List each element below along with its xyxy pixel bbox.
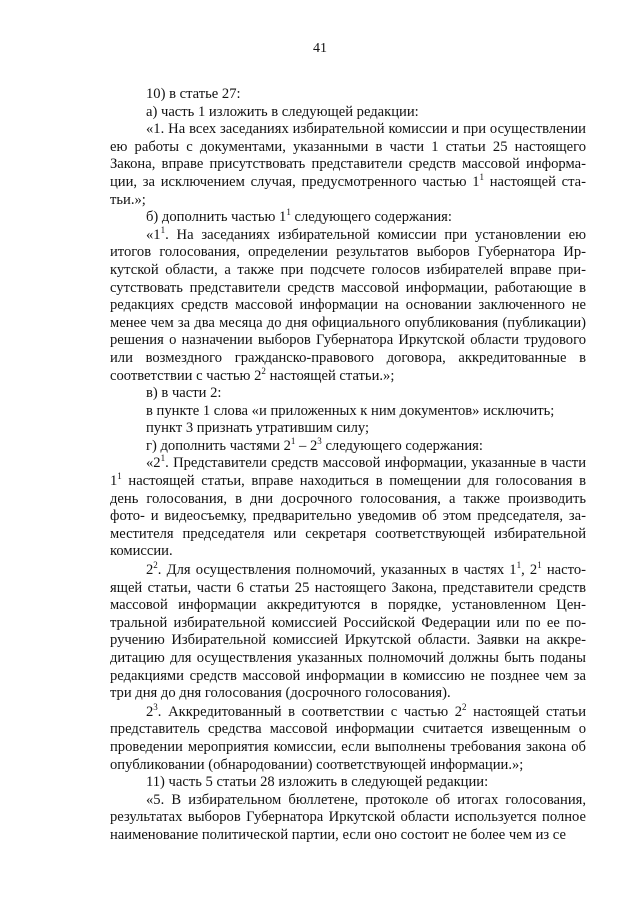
paragraph-text: настоящей статьи, вправе находиться в помещении для голосования в день голосования, в дни досрочного голосования, а также производить фото- и видеосъемку, предварительно уведомив об этом председателя, заместителя председателя или секретаря соответствующей избирательной комиссии. [110, 473, 586, 560]
page-number: 41 [313, 41, 327, 56]
paragraph-text: настоящей статьи представитель средства массовой информации считается извещенным о проведении мероприятия комиссии, если выполнены требования закона об опубликовании (обнародовании) соответствующей информации.»; [110, 703, 586, 773]
superscript-index: 2 [261, 365, 266, 376]
paragraph-text: . Аккредитованный в соответствии с частью 2 [157, 703, 463, 720]
paragraph-text: «5. В избирательном бюллетене, протоколе об итогах голосования, результатах выборов Губернатора Иркутской области используется полное наименование политической партии, если оно состоит не более чем из се [110, 791, 586, 843]
paragraph [110, 435, 586, 456]
superscript-index: 1 [160, 453, 166, 464]
paragraph [110, 86, 586, 104]
paragraph [110, 562, 586, 703]
paragraph-text: «1. На всех заседаниях избирательной комиссии и при осуществлении ею работы с документами, указанными в части 1 статьи 25 настоящего Закона, вправе присутствовать представители средств массовой информации, за исключением случая, предусмотренного частью 1 [110, 121, 586, 190]
paragraph-text: настоящей статьи.»; [265, 367, 395, 384]
superscript-index: 1 [537, 560, 542, 571]
paragraph-text: 10) в статье 27: [146, 86, 241, 102]
superscript-index: 2 [462, 701, 467, 712]
paragraph [110, 455, 586, 561]
paragraph-text: следующего содержания: [321, 437, 483, 454]
paragraph-text: – 2 [295, 437, 318, 454]
paragraph [110, 224, 586, 385]
paragraph [110, 774, 586, 792]
paragraph-text: 11) часть 5 статьи 28 изложить в следующей редакции: [146, 774, 489, 791]
superscript-index: 1 [117, 471, 122, 482]
superscript-index: 2 [153, 560, 158, 571]
paragraph [110, 701, 586, 774]
paragraph-text: б) дополнить частью 1 [146, 209, 287, 226]
document-body [110, 86, 586, 845]
paragraph [110, 403, 586, 421]
paragraph-text: в) в части 2: [146, 385, 222, 402]
paragraph-text: настоящей статьи.»; [110, 173, 586, 208]
paragraph-text: пункт 3 признать утратившим силу; [146, 420, 370, 437]
paragraph-text: . Представители средств массовой информации, указанные в части 1 [110, 455, 586, 490]
paragraph [110, 420, 586, 438]
paragraph [110, 104, 586, 122]
paragraph-text: следующего содержания: [290, 209, 452, 226]
paragraph-text: , 2 [521, 562, 538, 579]
paragraph-text: . Для осуществления полномочий, указанных в частях 1 [157, 562, 517, 579]
paragraph-text: «2 [146, 455, 161, 472]
paragraph-text: . На заседаниях избирательной комиссии при установлении ею итогов голосования, определении результатов выборов Губернатора Иркутской области, а также при подсчете голосов избирателей вправе присутствовать представители средств массовой информации, работающие в редакциях средств массовой информации на основании заключенного не менее чем за два месяца до дня официального опубликования (публикации) решения о назначении выборов Губернатора Иркутской области трудового или возмездного гражданско-правового договора, аккредитованные в соответствии с частью 2 [110, 226, 586, 384]
superscript-index: 1 [286, 207, 291, 218]
paragraph-text: а) часть 1 изложить в следующей редакции: [146, 103, 419, 120]
superscript-index: 1 [516, 560, 522, 571]
superscript-index: 3 [317, 435, 322, 446]
paragraph [110, 792, 586, 845]
superscript-index: 1 [160, 224, 166, 235]
paragraph [110, 121, 586, 209]
superscript-index: 3 [153, 701, 158, 712]
paragraph-text: в пункте 1 слова «и приложенных к ним документов» исключить; [146, 402, 555, 419]
superscript-index: 1 [479, 171, 485, 182]
paragraph-text: г) дополнить частями 2 [146, 437, 291, 454]
paragraph-text: «1 [146, 226, 161, 243]
paragraph-text: 2 [146, 703, 154, 720]
paragraph-text: настоящей статьи, части 6 статьи 25 настоящего Закона, представители средств массовой информации аккредитуются в порядке, установленном Центральной избирательной комиссией Российской Федерации или по ее поручению Избирательной комиссией Иркутской области. Заявки на аккредитацию для осуществления указанных полномочий должны быть поданы редакциями средств массовой информации в комиссию не позднее чем за три дня до дня голосования (досрочного голосования). [110, 562, 586, 702]
paragraph [110, 209, 586, 227]
paragraph [110, 385, 586, 403]
superscript-index: 1 [290, 435, 296, 446]
paragraph-text: 2 [146, 562, 154, 579]
